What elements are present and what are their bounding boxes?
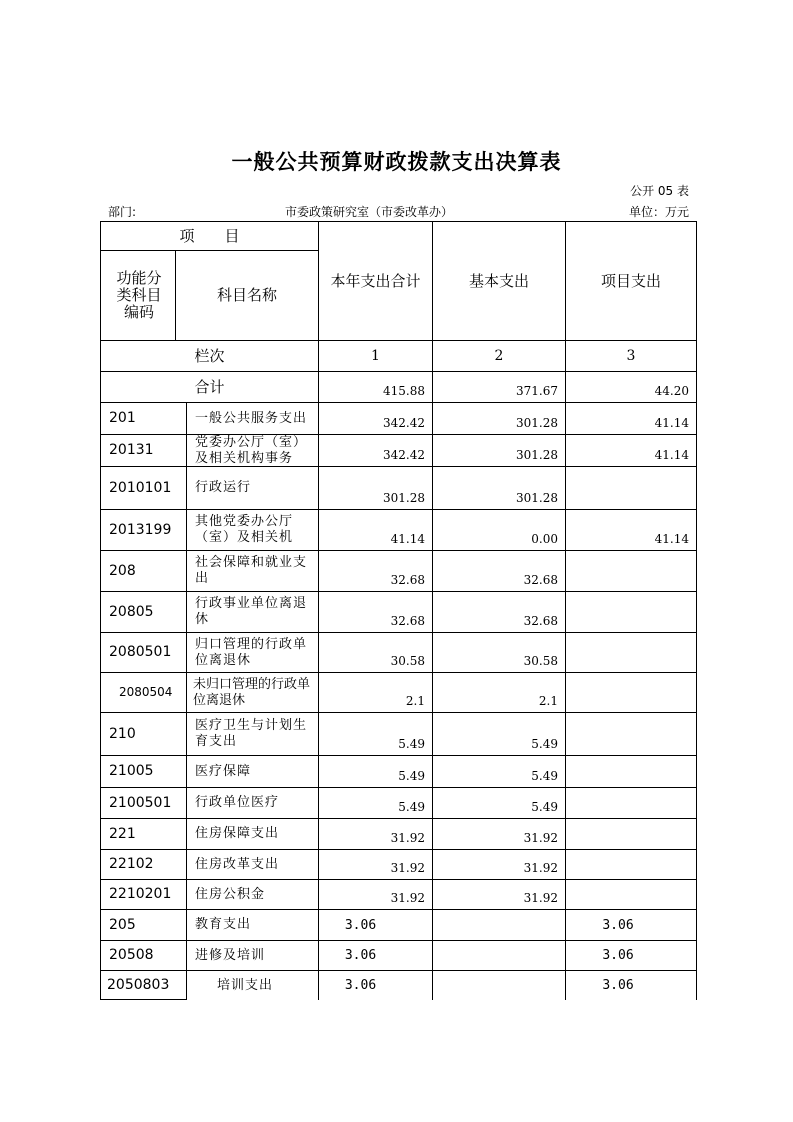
- row-name: 住房公积金: [195, 886, 266, 902]
- row-total: 30.58: [390, 654, 425, 668]
- row-code: 2080501: [109, 644, 172, 660]
- row-basic: 5.49: [531, 800, 558, 814]
- header-project-expense: 项目支出: [600, 271, 661, 290]
- row-name: 党委办公厅（室）及相关机构事务: [195, 434, 308, 466]
- row-name: 一般公共服务支出: [195, 410, 308, 426]
- row-project: [566, 756, 696, 787]
- row-project: [566, 467, 696, 509]
- row-total: 3.06: [344, 978, 377, 993]
- seq-col-2: 2: [494, 347, 504, 364]
- total-label: 合计: [194, 377, 225, 396]
- document-title: 一般公共预算财政拨款支出决算表: [231, 149, 562, 174]
- row-code: 20805: [109, 603, 154, 620]
- row-basic: 31.92: [523, 861, 558, 875]
- row-name: 行政运行: [195, 480, 252, 495]
- total-amount: 415.88: [383, 384, 425, 398]
- row-code: 201: [109, 410, 136, 426]
- row-name: 进修及培训: [195, 947, 266, 963]
- row-total: 32.68: [390, 573, 425, 587]
- row-total: 3.06: [344, 948, 377, 963]
- department-label: 部门:: [108, 205, 137, 219]
- row-code: 210: [109, 725, 136, 742]
- row-name: 医疗保障: [195, 763, 252, 779]
- row-project: 3.06: [602, 978, 634, 993]
- row-basic: 5.49: [531, 769, 558, 783]
- row-code: 20508: [109, 947, 154, 963]
- row-code: 2013199: [109, 521, 172, 538]
- row-name: 住房改革支出: [195, 856, 280, 872]
- row-project: [566, 713, 696, 755]
- row-project: [566, 633, 696, 672]
- unit-label: 单位：万元: [628, 205, 689, 219]
- row-basic: 31.92: [523, 891, 558, 905]
- row-name: 培训支出: [217, 977, 274, 993]
- row-name: 其他党委办公厅（室）及相关机: [195, 514, 294, 545]
- row-code: 2010101: [109, 479, 172, 496]
- row-total: 342.42: [383, 416, 425, 430]
- row-name: 行政事业单位离退休: [195, 596, 308, 627]
- total-project: 44.20: [654, 384, 689, 398]
- row-basic: 2.1: [538, 694, 558, 708]
- row-basic: [433, 971, 565, 1000]
- row-code: 221: [109, 825, 136, 842]
- row-project: 3.06: [602, 948, 634, 963]
- row-basic: [433, 941, 565, 970]
- header-project: 项 目: [179, 226, 240, 245]
- row-project: 41.14: [654, 532, 689, 546]
- header-basic: 基本支出: [468, 271, 529, 290]
- row-basic: [433, 910, 565, 940]
- row-project: [566, 819, 696, 849]
- form-number: 公开 05 表: [630, 184, 689, 198]
- row-total: 2.1: [405, 694, 425, 708]
- row-basic: 0.00: [531, 532, 558, 546]
- row-name: 归口管理的行政单位离退休: [195, 636, 308, 668]
- seq-label: 栏次: [194, 346, 225, 365]
- row-total: 31.92: [390, 861, 425, 875]
- row-project: [566, 673, 696, 712]
- row-code: 208: [109, 562, 136, 579]
- row-total: 31.92: [390, 831, 425, 845]
- header-total: 本年支出合计: [330, 271, 421, 290]
- row-name: 未归口管理的行政单位离退休: [193, 676, 311, 708]
- row-code: 2210201: [109, 886, 172, 902]
- row-code: 22102: [109, 856, 154, 872]
- row-project: [566, 551, 696, 591]
- row-name: 医疗卫生与计划生育支出: [195, 718, 308, 749]
- row-total: 3.06: [344, 917, 377, 933]
- row-project: [566, 592, 696, 632]
- header-code: 功能分类科目编码: [116, 269, 162, 321]
- row-basic: 32.68: [523, 614, 558, 628]
- row-basic: 301.28: [516, 416, 558, 430]
- row-total: 41.14: [390, 532, 425, 546]
- row-total: 31.92: [390, 891, 425, 905]
- row-basic: 301.28: [516, 448, 558, 462]
- row-code: 20131: [109, 442, 154, 458]
- row-project: [566, 788, 696, 818]
- row-project: [566, 850, 696, 879]
- row-total: 5.49: [398, 769, 425, 783]
- row-basic: 5.49: [531, 737, 558, 751]
- row-name: 教育支出: [195, 917, 252, 932]
- row-project: 3.06: [602, 917, 634, 933]
- row-total: 342.42: [383, 448, 425, 462]
- row-project: 41.14: [654, 448, 689, 462]
- row-total: 5.49: [398, 800, 425, 814]
- row-code: 2080504: [119, 685, 173, 699]
- row-basic: 32.68: [523, 573, 558, 587]
- row-code: 21005: [109, 763, 154, 779]
- row-name: 社会保障和就业支出: [195, 555, 308, 586]
- row-total: 32.68: [390, 614, 425, 628]
- row-total: 301.28: [383, 491, 425, 505]
- row-project: [566, 880, 696, 909]
- header-name: 科目名称: [216, 286, 277, 304]
- row-project: 41.14: [654, 416, 689, 430]
- seq-col-1: 1: [371, 347, 380, 364]
- row-code: 205: [109, 916, 136, 933]
- seq-col-3: 3: [626, 347, 636, 364]
- row-basic: 301.28: [516, 491, 558, 505]
- row-name: 行政单位医疗: [195, 795, 280, 810]
- row-code: 2050803: [107, 977, 170, 993]
- row-basic: 30.58: [523, 654, 558, 668]
- row-name: 住房保障支出: [195, 826, 280, 841]
- row-total: 5.49: [398, 737, 425, 751]
- total-basic: 371.67: [516, 384, 558, 398]
- department-name: 市委政策研究室（市委改革办）: [285, 205, 454, 219]
- row-code: 2100501: [109, 794, 172, 811]
- row-basic: 31.92: [523, 831, 558, 845]
